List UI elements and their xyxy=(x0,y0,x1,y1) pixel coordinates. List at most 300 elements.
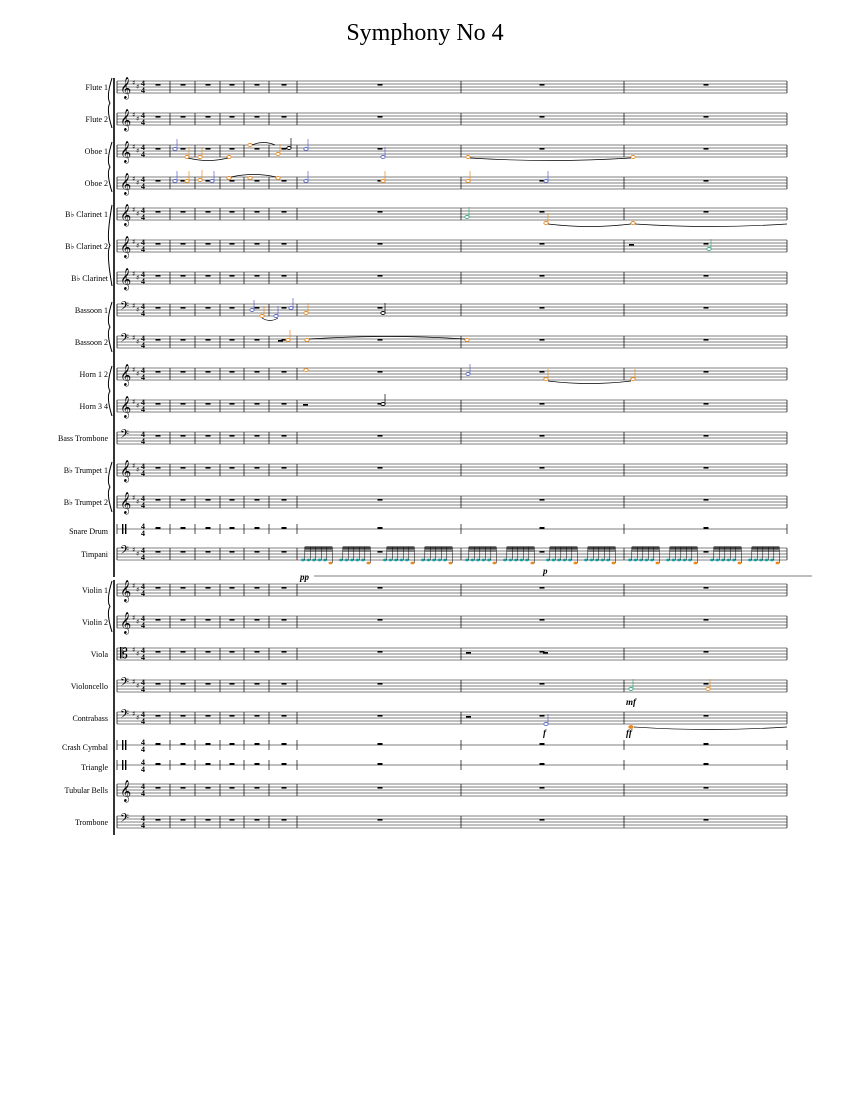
sharp-icon: ♯ xyxy=(132,270,136,278)
time-signature-bottom: 4 xyxy=(141,589,145,598)
part-name: B♭ Trumpet 2 xyxy=(63,498,108,507)
note-head xyxy=(493,562,497,565)
time-signature-bottom: 4 xyxy=(141,437,145,446)
whole-rest xyxy=(704,243,709,245)
note-head xyxy=(628,559,632,562)
score-title: Symphony No 4 xyxy=(346,20,504,46)
whole-rest xyxy=(704,403,709,405)
whole-rest xyxy=(181,651,186,653)
whole-rest xyxy=(540,683,545,685)
whole-rest xyxy=(282,84,287,86)
sharp-icon: ♯ xyxy=(136,650,140,658)
note-head xyxy=(173,148,177,151)
note-head xyxy=(465,559,469,562)
whole-rest xyxy=(156,499,161,501)
sharp-icon: ♯ xyxy=(132,238,136,246)
whole-rest xyxy=(230,275,235,277)
time-signature-top: 4 xyxy=(141,678,145,687)
whole-rest xyxy=(704,651,709,653)
whole-rest xyxy=(378,211,383,213)
part-name: Bassoon 2 xyxy=(74,338,108,347)
whole-rest xyxy=(704,148,709,150)
time-signature-top: 4 xyxy=(141,270,145,279)
note-head xyxy=(361,559,365,562)
whole-rest xyxy=(540,527,545,529)
whole-rest xyxy=(206,715,211,717)
treble-clef: 𝄞 xyxy=(120,492,132,514)
note-head xyxy=(590,559,594,562)
note-head xyxy=(356,559,360,562)
whole-rest xyxy=(156,243,161,245)
note-head xyxy=(304,180,308,183)
note-head xyxy=(476,559,480,562)
part-name: Timpani xyxy=(81,550,108,559)
tie xyxy=(635,224,787,227)
whole-rest xyxy=(230,243,235,245)
whole-rest xyxy=(540,787,545,789)
treble-clef: 𝄞 xyxy=(120,268,132,290)
whole-rest xyxy=(156,467,161,469)
time-signature-bottom: 4 xyxy=(141,501,145,510)
whole-rest xyxy=(704,587,709,589)
brace xyxy=(108,78,112,128)
note-head xyxy=(531,562,535,565)
whole-rest xyxy=(206,527,211,529)
note-head xyxy=(606,559,610,562)
whole-rest xyxy=(378,819,383,821)
whole-rest xyxy=(378,84,383,86)
whole-rest xyxy=(378,435,383,437)
sharp-icon: ♯ xyxy=(132,614,136,622)
note-head xyxy=(574,562,578,565)
whole-rest xyxy=(255,787,260,789)
time-signature-bottom: 4 xyxy=(141,277,145,286)
whole-rest xyxy=(255,467,260,469)
bass-clef: 𝄢 xyxy=(120,812,130,828)
time-signature-top: 4 xyxy=(141,522,145,531)
bass-clef: 𝄢 xyxy=(120,708,130,724)
part-name: Oboe 2 xyxy=(84,179,108,188)
note-head xyxy=(381,156,385,159)
whole-rest xyxy=(156,819,161,821)
whole-rest xyxy=(255,180,260,182)
note-head xyxy=(776,562,780,565)
note-head xyxy=(312,559,316,562)
note-head xyxy=(466,156,470,159)
note-head xyxy=(509,559,513,562)
whole-rest xyxy=(230,148,235,150)
whole-rest xyxy=(181,819,186,821)
dynamic-ff: ff xyxy=(626,728,632,738)
sharp-icon: ♯ xyxy=(132,143,136,151)
whole-rest xyxy=(540,619,545,621)
whole-rest xyxy=(181,84,186,86)
note-head xyxy=(514,559,518,562)
whole-rest xyxy=(230,339,235,341)
percussion-clef xyxy=(122,760,123,770)
percussion-clef xyxy=(125,760,126,770)
note-head xyxy=(248,177,252,180)
sharp-icon: ♯ xyxy=(136,466,140,474)
whole-rest xyxy=(230,763,235,765)
whole-rest xyxy=(156,371,161,373)
whole-rest xyxy=(540,371,545,373)
whole-rest xyxy=(206,763,211,765)
whole-rest xyxy=(255,307,260,309)
whole-rest xyxy=(255,715,260,717)
whole-rest xyxy=(282,275,287,277)
bass-clef: 𝄢 xyxy=(120,428,130,444)
part-name: Horn 3 4 xyxy=(79,402,108,411)
time-signature-bottom: 4 xyxy=(141,745,145,754)
tie xyxy=(548,224,631,227)
note-head xyxy=(198,156,202,159)
whole-rest xyxy=(378,275,383,277)
whole-rest xyxy=(378,371,383,373)
whole-rest xyxy=(181,743,186,745)
whole-rest xyxy=(206,275,211,277)
time-signature-bottom: 4 xyxy=(141,245,145,254)
whole-rest xyxy=(156,551,161,553)
whole-rest xyxy=(282,148,287,150)
note-head xyxy=(421,559,425,562)
whole-rest xyxy=(540,819,545,821)
whole-rest xyxy=(181,587,186,589)
whole-rest xyxy=(378,116,383,118)
whole-rest xyxy=(255,275,260,277)
whole-rest xyxy=(282,243,287,245)
part-name: Flute 1 xyxy=(85,83,108,92)
whole-rest xyxy=(206,683,211,685)
whole-rest xyxy=(282,371,287,373)
whole-rest xyxy=(378,307,383,309)
note-head xyxy=(645,559,649,562)
treble-clef: 𝄞 xyxy=(120,396,132,418)
whole-rest xyxy=(282,180,287,182)
tie xyxy=(262,318,278,321)
sharp-icon: ♯ xyxy=(132,206,136,214)
part-name: Contrabass xyxy=(72,714,108,723)
percussion-clef xyxy=(125,740,126,750)
note-head xyxy=(694,562,698,565)
part-name: Violin 1 xyxy=(82,586,108,595)
whole-rest xyxy=(282,527,287,529)
whole-rest xyxy=(181,339,186,341)
sharp-icon: ♯ xyxy=(136,306,140,314)
part-name: Violin 2 xyxy=(82,618,108,627)
whole-rest xyxy=(255,683,260,685)
note-head xyxy=(683,559,687,562)
whole-rest xyxy=(540,467,545,469)
whole-rest xyxy=(540,307,545,309)
time-signature-bottom: 4 xyxy=(141,529,145,538)
whole-rest xyxy=(378,787,383,789)
time-signature-top: 4 xyxy=(141,546,145,555)
whole-rest xyxy=(704,527,709,529)
whole-rest xyxy=(282,787,287,789)
time-signature-top: 4 xyxy=(141,238,145,247)
part-name: Trombone xyxy=(74,818,108,827)
note-head xyxy=(276,153,280,156)
note-head xyxy=(432,559,436,562)
half-rest xyxy=(629,244,634,246)
whole-rest xyxy=(181,467,186,469)
sharp-icon: ♯ xyxy=(132,710,136,718)
whole-rest xyxy=(282,651,287,653)
part-name: Violoncello xyxy=(70,682,108,691)
whole-rest xyxy=(255,619,260,621)
brace xyxy=(108,302,112,352)
whole-rest xyxy=(540,339,545,341)
whole-rest xyxy=(704,371,709,373)
time-signature-bottom: 4 xyxy=(141,717,145,726)
time-signature-top: 4 xyxy=(141,494,145,503)
treble-clef: 𝄞 xyxy=(120,780,132,802)
sharp-icon: ♯ xyxy=(136,550,140,558)
whole-rest xyxy=(282,683,287,685)
note-head xyxy=(765,559,769,562)
note-head xyxy=(427,559,431,562)
time-signature-bottom: 4 xyxy=(141,86,145,95)
time-signature-top: 4 xyxy=(141,175,145,184)
note-head xyxy=(672,559,676,562)
note-head xyxy=(544,378,548,381)
note-head xyxy=(307,559,311,562)
whole-rest xyxy=(230,403,235,405)
whole-rest xyxy=(206,467,211,469)
note-head xyxy=(304,369,308,372)
whole-rest xyxy=(181,307,186,309)
time-signature-top: 4 xyxy=(141,398,145,407)
note-head xyxy=(350,559,354,562)
whole-rest xyxy=(282,763,287,765)
note-head xyxy=(367,562,371,565)
whole-rest xyxy=(156,148,161,150)
whole-rest xyxy=(230,180,235,182)
whole-rest xyxy=(206,243,211,245)
whole-rest xyxy=(255,211,260,213)
note-head xyxy=(329,562,333,565)
tie xyxy=(231,175,276,178)
bass-clef: 𝄢 xyxy=(120,544,130,560)
note-head xyxy=(304,312,308,315)
whole-rest xyxy=(540,116,545,118)
time-signature-top: 4 xyxy=(141,758,145,767)
brace xyxy=(108,581,112,632)
whole-rest xyxy=(540,551,545,553)
whole-rest xyxy=(282,467,287,469)
sharp-icon: ♯ xyxy=(136,714,140,722)
time-signature-bottom: 4 xyxy=(141,685,145,694)
time-signature-bottom: 4 xyxy=(141,553,145,562)
sharp-icon: ♯ xyxy=(132,494,136,502)
whole-rest xyxy=(156,787,161,789)
note-head xyxy=(301,559,305,562)
whole-rest xyxy=(156,435,161,437)
treble-clef: 𝄞 xyxy=(120,204,132,226)
whole-rest xyxy=(704,763,709,765)
whole-rest xyxy=(540,275,545,277)
sharp-icon: ♯ xyxy=(136,179,140,187)
whole-rest xyxy=(206,743,211,745)
sharp-icon: ♯ xyxy=(132,462,136,470)
sharp-icon: ♯ xyxy=(136,370,140,378)
part-name: Oboe 1 xyxy=(84,147,108,156)
part-name: B♭ Trumpet 1 xyxy=(63,466,108,475)
whole-rest xyxy=(255,587,260,589)
tie xyxy=(252,143,275,146)
whole-rest xyxy=(378,339,383,341)
time-signature-bottom: 4 xyxy=(141,821,145,830)
sharp-icon: ♯ xyxy=(136,147,140,155)
time-signature-top: 4 xyxy=(141,782,145,791)
whole-rest xyxy=(704,116,709,118)
time-signature-bottom: 4 xyxy=(141,150,145,159)
whole-rest xyxy=(206,787,211,789)
dynamic-p: p xyxy=(543,566,548,576)
whole-rest xyxy=(206,371,211,373)
time-signature-top: 4 xyxy=(141,206,145,215)
note-head xyxy=(345,559,349,562)
whole-rest xyxy=(230,211,235,213)
whole-rest xyxy=(540,587,545,589)
whole-rest xyxy=(230,743,235,745)
alto-clef: 𝄡 xyxy=(120,646,128,662)
whole-rest xyxy=(255,743,260,745)
whole-rest xyxy=(230,371,235,373)
note-head xyxy=(595,559,599,562)
time-signature-top: 4 xyxy=(141,79,145,88)
whole-rest xyxy=(181,527,186,529)
whole-rest xyxy=(704,499,709,501)
note-head xyxy=(449,562,453,565)
whole-rest xyxy=(156,587,161,589)
time-signature-bottom: 4 xyxy=(141,621,145,630)
note-head xyxy=(656,562,660,565)
whole-rest xyxy=(704,211,709,213)
note-head xyxy=(405,559,409,562)
note-head xyxy=(650,559,654,562)
whole-rest xyxy=(156,715,161,717)
whole-rest xyxy=(181,403,186,405)
note-head xyxy=(544,222,548,225)
whole-rest xyxy=(704,819,709,821)
sharp-icon: ♯ xyxy=(136,274,140,282)
tie xyxy=(548,381,631,384)
whole-rest xyxy=(704,743,709,745)
whole-rest xyxy=(255,84,260,86)
part-name: Triangle xyxy=(81,763,108,772)
whole-rest xyxy=(230,619,235,621)
whole-rest xyxy=(540,715,545,717)
whole-rest xyxy=(378,467,383,469)
tie xyxy=(634,727,787,730)
note-head xyxy=(250,309,254,312)
half-rest xyxy=(466,652,471,654)
time-signature-bottom: 4 xyxy=(141,789,145,798)
whole-rest xyxy=(255,651,260,653)
note-head xyxy=(563,559,567,562)
part-name: Flute 2 xyxy=(85,115,108,124)
time-signature-top: 4 xyxy=(141,646,145,655)
whole-rest xyxy=(282,551,287,553)
whole-rest xyxy=(282,619,287,621)
whole-rest xyxy=(282,499,287,501)
time-signature-top: 4 xyxy=(141,302,145,311)
time-signature-bottom: 4 xyxy=(141,653,145,662)
note-head xyxy=(631,222,635,225)
whole-rest xyxy=(704,787,709,789)
whole-rest xyxy=(282,715,287,717)
whole-rest xyxy=(282,116,287,118)
whole-rest xyxy=(282,211,287,213)
whole-rest xyxy=(255,339,260,341)
whole-rest xyxy=(206,403,211,405)
note-head xyxy=(631,156,635,159)
whole-rest xyxy=(181,763,186,765)
note-head xyxy=(639,559,643,562)
whole-rest xyxy=(255,371,260,373)
time-signature-bottom: 4 xyxy=(141,309,145,318)
whole-rest xyxy=(378,499,383,501)
part-name: Bassoon 1 xyxy=(74,306,108,315)
whole-rest xyxy=(704,467,709,469)
whole-rest xyxy=(156,339,161,341)
whole-rest xyxy=(181,211,186,213)
whole-rest xyxy=(704,683,709,685)
whole-rest xyxy=(540,763,545,765)
whole-rest xyxy=(156,763,161,765)
note-head xyxy=(383,559,387,562)
whole-rest xyxy=(230,435,235,437)
note-head xyxy=(487,559,491,562)
note-head xyxy=(443,559,447,562)
time-signature-top: 4 xyxy=(141,462,145,471)
whole-rest xyxy=(181,683,186,685)
note-head xyxy=(339,559,343,562)
whole-rest xyxy=(230,551,235,553)
note-head xyxy=(748,559,752,562)
part-name: B♭ Clarinet 2 xyxy=(65,242,108,251)
note-head xyxy=(389,559,393,562)
note-head xyxy=(173,180,177,183)
whole-rest xyxy=(230,499,235,501)
note-head xyxy=(381,312,385,315)
part-name: Tubular Bells xyxy=(64,786,108,795)
note-head xyxy=(381,403,385,406)
time-signature-top: 4 xyxy=(141,111,145,120)
time-signature-top: 4 xyxy=(141,738,145,747)
part-name: Crash Cymbal xyxy=(62,743,108,752)
sharp-icon: ♯ xyxy=(132,334,136,342)
whole-rest xyxy=(704,307,709,309)
note-head xyxy=(276,177,280,180)
whole-rest xyxy=(181,148,186,150)
whole-rest xyxy=(181,243,186,245)
whole-rest xyxy=(230,307,235,309)
sharp-icon: ♯ xyxy=(136,242,140,250)
note-head xyxy=(770,559,774,562)
whole-rest xyxy=(255,148,260,150)
whole-rest xyxy=(206,499,211,501)
note-head xyxy=(466,180,470,183)
sharp-icon: ♯ xyxy=(136,402,140,410)
brace xyxy=(108,462,112,512)
note-head xyxy=(471,559,475,562)
note-head xyxy=(727,559,731,562)
note-head xyxy=(732,559,736,562)
note-head xyxy=(465,216,469,219)
